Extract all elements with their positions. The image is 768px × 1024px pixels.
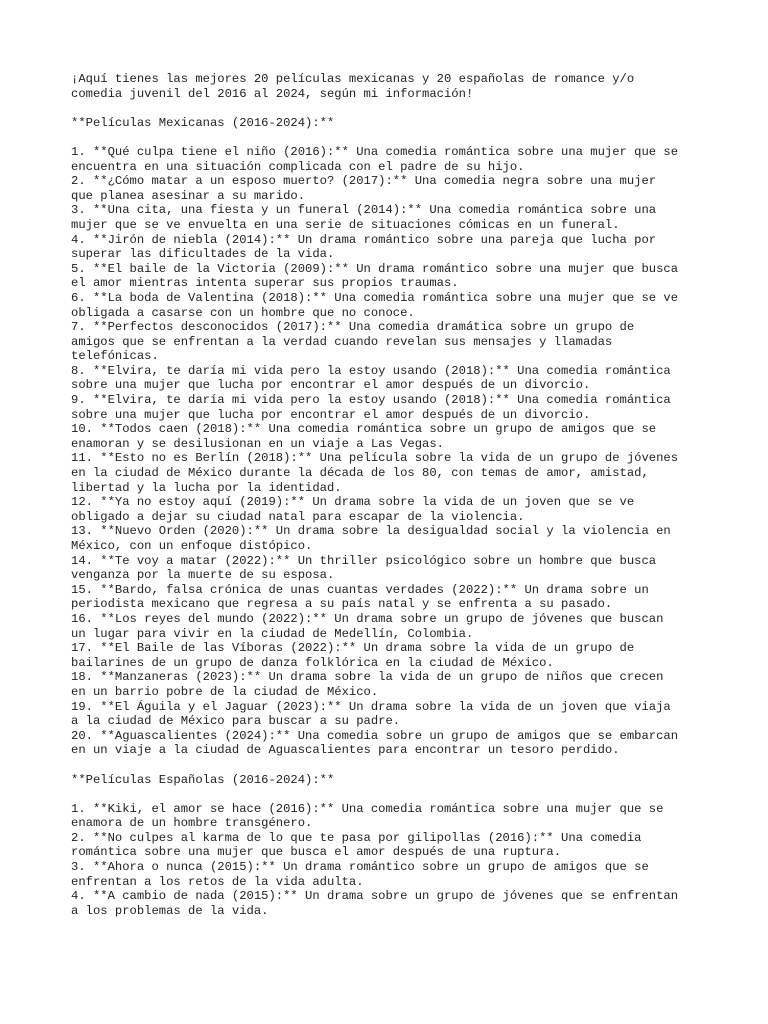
list-item-line: 1. **Qué culpa tiene el niño (2016):** Una comedia romántica sobre una mujer que se <box>71 144 679 159</box>
list-item-line: 16. **Los reyes del mundo (2022):** Un drama sobre un grupo de jóvenes que buscan <box>71 611 664 626</box>
list-item-line: amigos que se enfrentan a la verdad cuando revelan sus mensajes y llamadas <box>71 334 613 349</box>
list-item-line: periodista mexicano que regresa a su país natal y se enfrenta a su pasado. <box>71 597 613 612</box>
list-item-line: 5. **El baile de la Victoria (2009):** Un drama romántico sobre una mujer que busca <box>71 261 679 276</box>
list-item-line: 1. **Kiki, el amor se hace (2016):** Una comedia romántica sobre una mujer que se <box>71 801 664 816</box>
list-item-line: 15. **Bardo, falsa crónica de unas cuantas verdades (2022):** Un drama sobre un <box>71 582 649 597</box>
list-item-line: telefónicas. <box>71 349 159 364</box>
list-item-line: obligado a dejar su ciudad natal para escapar de la violencia. <box>71 509 525 524</box>
list-item-line: en la ciudad de México durante la década de los 80, con temas de amor, amistad, <box>71 466 649 481</box>
list-item-line: 2. **¿Cómo matar a un esposo muerto? (2017):** Una comedia negra sobre una mujer <box>71 174 657 189</box>
list-item-line: libertad y la lucha por la identidad. <box>71 480 342 495</box>
mexican-movie-list <box>71 145 711 758</box>
list-item-line: a la ciudad de México para buscar a su padre. <box>71 714 401 729</box>
list-item-line: 4. **Jirón de niebla (2014):** Un drama romántico sobre una pareja que lucha por <box>71 232 657 247</box>
spanish-movie-list <box>71 802 711 919</box>
list-item-line: que planea asesinar a su marido. <box>71 188 306 203</box>
list-item-line: en un viaje a la ciudad de Aguascalientes para encontrar un tesoro perdido. <box>71 743 620 758</box>
list-item-line: 14. **Te voy a matar (2022):** Un thriller psicológico sobre un hombre que busca <box>71 553 657 568</box>
list-item-line: bailarines de un grupo de danza folklórica en la ciudad de México. <box>71 655 554 670</box>
list-item-line: 13. **Nuevo Orden (2020):** Un drama sobre la desigualdad social y la violencia en <box>71 524 671 539</box>
list-item-line: enfrentan a los retos de la vida adulta. <box>71 874 364 889</box>
list-item-line: 7. **Perfectos desconocidos (2017):** Una comedia dramática sobre un grupo de <box>71 320 635 335</box>
mexican-heading: **Películas Mexicanas (2016-2024):** <box>71 115 335 130</box>
list-item-line: 18. **Manzaneras (2023):** Un drama sobre la vida de un grupo de niños que crecen <box>71 670 664 685</box>
list-item-line: 3. **Una cita, una fiesta y un funeral (2014):** Una comedia romántica sobre una <box>71 203 657 218</box>
document-page <box>71 72 711 918</box>
list-item-line: enamora de un hombre transgénero. <box>71 816 313 831</box>
list-item-line: 9. **Elvira, te daría mi vida pero la estoy usando (2018):** Una comedia romántica <box>71 393 671 408</box>
list-item-line: superar las dificultades de la vida. <box>71 247 335 262</box>
list-item-line: mujer que se ve envuelta en una serie de situaciones cómicas en un funeral. <box>71 217 620 232</box>
list-item-line: 3. **Ahora o nunca (2015):** Un drama romántico sobre un grupo de amigos que se <box>71 860 649 875</box>
list-item-line: 19. **El Águila y el Jaguar (2023):** Un drama sobre la vida de un joven que viaja <box>71 699 671 714</box>
list-item-line: 8. **Elvira, te daría mi vida pero la estoy usando (2018):** Una comedia romántica <box>71 363 671 378</box>
list-item-line: en un barrio pobre de la ciudad de México. <box>71 684 379 699</box>
list-item-line: 12. **Ya no estoy aquí (2019):** Un drama sobre la vida de un joven que se ve <box>71 495 635 510</box>
intro-line: ¡Aquí tienes las mejores 20 películas mexicanas y 20 españolas de romance y/o <box>71 72 635 86</box>
list-item-line: 2. **No culpes al karma de lo que te pasa por gilipollas (2016):** Una comedia <box>71 830 642 845</box>
list-item-line: romántica sobre una mujer que busca el amor después de una ruptura. <box>71 845 562 860</box>
list-item-line: enamoran y se desilusionan en un viaje a Las Vegas. <box>71 436 444 451</box>
intro-paragraph <box>71 72 711 101</box>
list-item-line: a los problemas de la vida. <box>71 903 269 918</box>
list-item-line: sobre una mujer que lucha por encontrar el amor después de un divorcio. <box>71 407 591 422</box>
list-item-line: obligada a casarse con un hombre que no conoce. <box>71 305 415 320</box>
list-item-line: 17. **El Baile de las Víboras (2022):** Un drama sobre la vida de un grupo de <box>71 641 635 656</box>
list-item-line: 4. **A cambio de nada (2015):** Un drama sobre un grupo de jóvenes que se enfrentan <box>71 889 679 904</box>
list-item-line: venganza por la muerte de su esposa. <box>71 568 335 583</box>
list-item-line: 11. **Esto no es Berlín (2018):** Una película sobre la vida de un grupo de jóvenes <box>71 451 679 466</box>
intro-line: comedia juvenil del 2016 al 2024, según mi información! <box>71 86 474 101</box>
list-item-line: sobre una mujer que lucha por encontrar el amor después de un divorcio. <box>71 378 591 393</box>
list-item-line: México, con un enfoque distópico. <box>71 539 313 553</box>
list-item-line: el amor mientras intenta superar sus propios traumas. <box>71 276 459 291</box>
list-item-line: 10. **Todos caen (2018):** Una comedia romántica sobre un grupo de amigos que se <box>71 422 657 437</box>
list-item-line: encuentra en una situación complicada con el padre de su hijo. <box>71 159 525 174</box>
spanish-heading: **Películas Españolas (2016-2024):** <box>71 772 335 787</box>
list-item-line: 20. **Aguascalientes (2024):** Una comedia sobre un grupo de amigos que se embarcan <box>71 728 679 743</box>
list-item-line: un lugar para vivir en la ciudad de Medellín, Colombia. <box>71 626 474 641</box>
list-item-line: 6. **La boda de Valentina (2018):** Una comedia romántica sobre una mujer que se ve <box>71 290 679 305</box>
